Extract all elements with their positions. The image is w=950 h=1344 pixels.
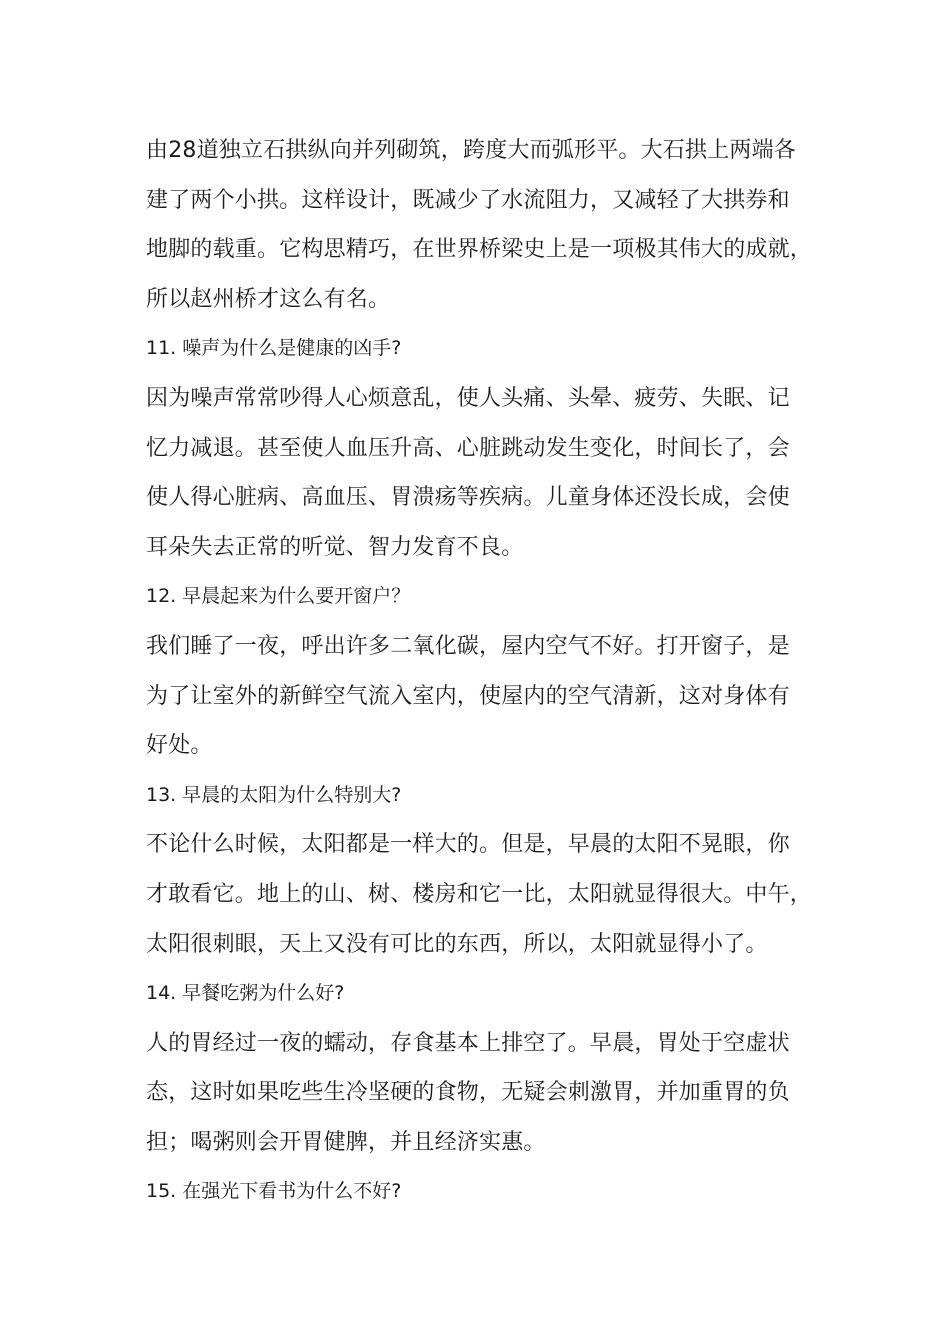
- body-line: 忆力减退。甚至使人血压升高、心脏跳动发生变化，时间长了，会: [146, 435, 790, 461]
- body-line: 我们睡了一夜，呼出许多二氧化碳，屋内空气不好。打开窗子，是: [146, 633, 790, 659]
- question-heading: 12. 早晨起来为什么要开窗户？: [146, 585, 411, 608]
- question-heading: 13. 早晨的太阳为什么特别大?: [146, 783, 402, 806]
- body-line: 建了两个小拱。这样设计，既减少了水流阻力，又减轻了大拱券和: [146, 187, 790, 213]
- body-line: 好处。: [146, 733, 213, 759]
- document-body: [146, 126, 836, 1217]
- question-heading: 11. 噪声为什么是健康的凶手?: [146, 337, 402, 360]
- body-line: 因为噪声常常吵得人心烦意乱，使人头痛、头晕、疲劳、失眠、记: [146, 385, 790, 411]
- body-line: 担；喝粥则会开胃健脾，并且经济实惠。: [146, 1129, 546, 1155]
- body-line: 由28道独立石拱纵向并列砌筑，跨度大而弧形平。大石拱上两端各: [146, 138, 796, 163]
- body-line: 态，这时如果吃些生冷坚硬的食物，无疑会刺激胃，并加重胃的负: [146, 1080, 790, 1106]
- body-line: 地脚的载重。它构思精巧，在世界桥梁史上是一项极其伟大的成就，: [146, 237, 813, 263]
- body-line: 才敢看它。地上的山、树、楼房和它一比，太阳就显得很大。中午，: [146, 881, 813, 907]
- body-line: 太阳很刺眼，天上又没有可比的东西，所以，太阳就显得小了。: [146, 931, 768, 957]
- question-heading: 14. 早餐吃粥为什么好?: [146, 982, 345, 1005]
- body-line: 为了让室外的新鲜空气流入室内，使屋内的空气清新，这对身体有: [146, 683, 790, 709]
- body-line: 不论什么时候，太阳都是一样大的。但是，早晨的太阳不晃眼，你: [146, 832, 790, 858]
- body-line: 耳朵失去正常的听觉、智力发育不良。: [146, 534, 524, 560]
- body-line: 所以赵州桥才这么有名。: [146, 286, 391, 312]
- body-line: 使人得心脏病、高血压、胃溃疡等疾病。儿童身体还没长成，会使: [146, 485, 790, 511]
- question-heading: 15. 在强光下看书为什么不好?: [146, 1180, 402, 1203]
- body-line: 人的胃经过一夜的蠕动，存食基本上排空了。早晨，胃处于空虚状: [146, 1030, 790, 1056]
